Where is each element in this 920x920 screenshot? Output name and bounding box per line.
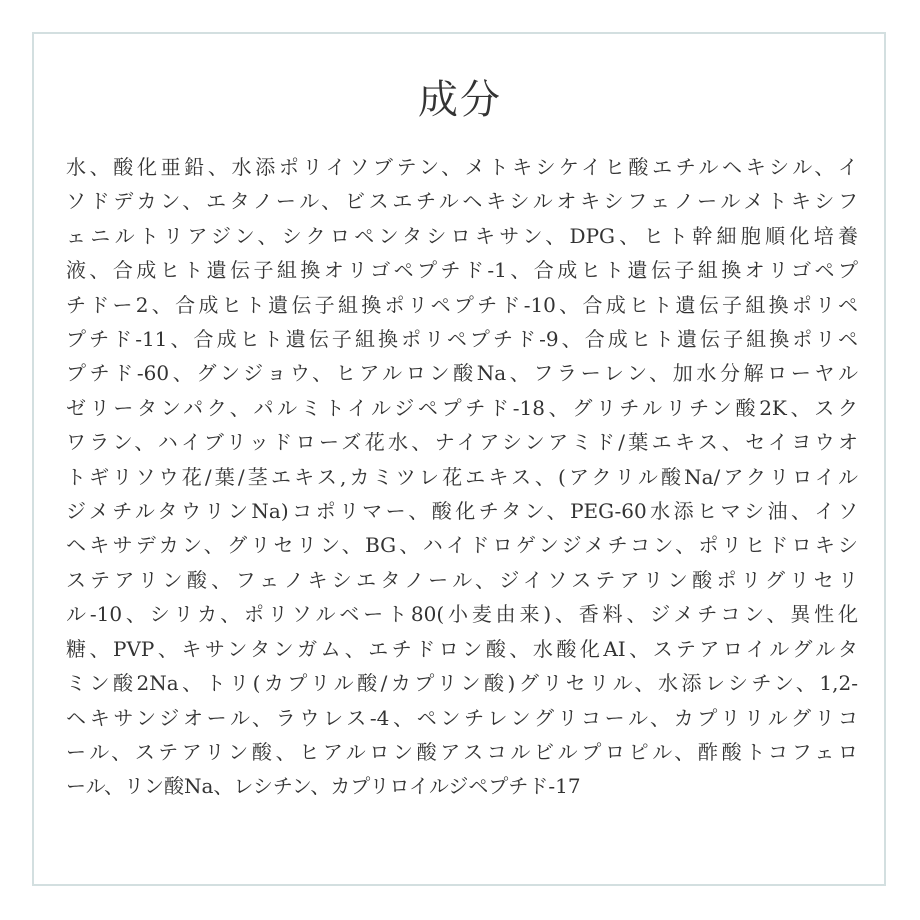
ingredient-list: [66, 150, 858, 804]
ingredient-line: ミン酸2Na、トリ(カプリル酸/カプリン酸)グリセリル、水添レシチン、1,2-: [66, 671, 858, 696]
ingredient-line: プチド-11、合成ヒト遺伝子組換ポリペプチド-9、合成ヒト遺伝子組換ポリペ: [66, 327, 858, 352]
ingredient-line: ール、ステアリン酸、ヒアルロン酸アスコルビルプロピル、酢酸トコフェロ: [66, 739, 858, 764]
ingredient-line: ジメチルタウリンNa)コポリマー、酸化チタン、PEG-60水添ヒマシ油、イソ: [66, 499, 858, 524]
ingredient-line: トギリソウ花/葉/茎エキス,カミツレ花エキス、(アクリル酸Na/アクリロイル: [66, 464, 858, 489]
ingredient-line: ヘキサデカン、グリセリン、BG、ハイドロゲンジメチコン、ポリヒドロキシ: [66, 533, 858, 558]
ingredient-line: ソドデカン、エタノール、ビスエチルヘキシルオキシフェノールメトキシフ: [66, 189, 858, 214]
ingredient-line: プチド-60、グンジョウ、ヒアルロン酸Na、フラーレン、加水分解ローヤル: [66, 361, 858, 386]
ingredient-line: ェニルトリアジン、シクロペンタシロキサン、DPG、ヒト幹細胞順化培養: [66, 223, 858, 248]
ingredient-line: ヘキサンジオール、ラウレス-4、ペンチレングリコール、カプリリルグリコ: [66, 705, 858, 730]
ingredient-line: ステアリン酸、フェノキシエタノール、ジイソステアリン酸ポリグリセリ: [66, 567, 858, 592]
ingredient-line: 液、合成ヒト遺伝子組換オリゴペプチド-1、合成ヒト遺伝子組換オリゴペプ: [66, 258, 858, 283]
ingredient-line: 水、酸化亜鉛、水添ポリイソブテン、メトキシケイヒ酸エチルヘキシル、イ: [66, 155, 858, 179]
page-title: 成分: [418, 77, 502, 123]
ingredient-line: 糖、PVP、キサンタンガム、エチドロン酸、水酸化AI、ステアロイルグルタ: [66, 636, 858, 661]
ingredient-line: チドー2、合成ヒト遺伝子組換ポリペプチド-10、合成ヒト遺伝子組換ポリペ: [66, 292, 858, 317]
ingredient-line: ール、リン酸Na、レシチン、カプリロイルジペプチド-17: [66, 774, 581, 799]
ingredient-line: ゼリータンパク、パルミトイルジペプチド-18、グリチルリチン酸2K、スク: [66, 395, 858, 420]
ingredient-line: ワラン、ハイブリッドローズ花水、ナイアシンアミド/葉エキス、セイヨウオ: [66, 430, 858, 455]
ingredient-line: ル-10、シリカ、ポリソルベート80(小麦由来)、香料、ジメチコン、異性化: [66, 602, 858, 627]
